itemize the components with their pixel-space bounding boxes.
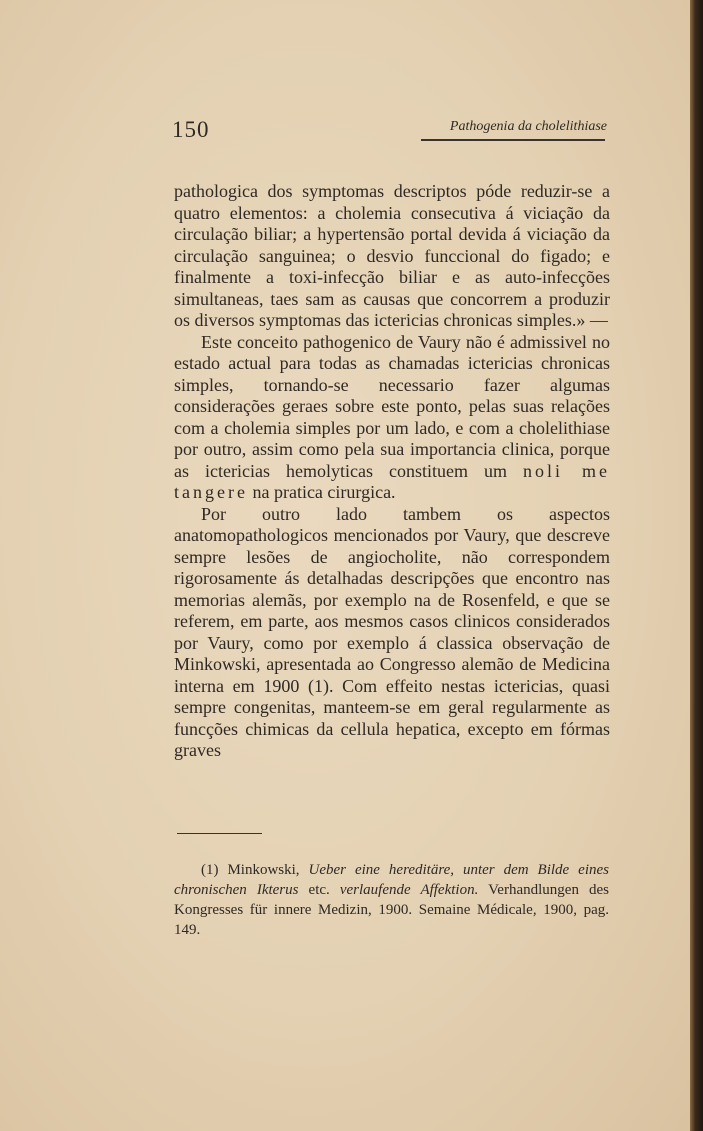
- paragraph-3: Por outro lado tambem os aspectos anatomopathologicos mencionados por Vaury, que descreve sempre lesões de angiocholite, não correspondem rigorosamente ás detalhadas descripções que encontro nas memorias alemãs, por exemplo na de Rosenfeld, e que se referem, em parte, aos mesmos casos clinicos considerados por Vaury, como por exemplo á classica observação de Minkowski, apresentada ao Congresso alemão de Medicina interna em 1900 (1). Com effeito nestas ictericias, quasi sempre congenitas, manteem-se em geral regularmente as funcções chimicas da cellula hepatica, excepto em fórmas graves: [174, 503, 610, 760]
- page-number: 150: [172, 117, 210, 142]
- footnote-title-2: verlaufende Affektion.: [339, 882, 479, 898]
- footnote-citation: Verhandlungen des Kongresses für innere Medizin, 1900. Semaine Médicale, 1900, pag. 149.: [174, 882, 609, 938]
- footnote-title: Ueber eine hereditäre, unter dem Bilde eines chronischen Ikterus: [174, 862, 609, 898]
- footnote: [174, 860, 609, 940]
- footnote-etc: etc.: [298, 882, 340, 898]
- paragraph-2: [174, 332, 610, 504]
- paragraph-1: pathologica dos symptomas descriptos póde reduzir-se a quatro elementos: a cholemia consecutiva á viciação da circulação biliar; a hypertensão portal devida á viciação da circulação sanguinea; o desvio funccional do figado; e finalmente a toxi-infecção biliar e as auto-infecções simultaneas, taes sam as causas que concorrem a produzir os diversos symptomas das ictericias chronicas simples.» —: [174, 181, 610, 330]
- footnote-rule: [177, 833, 262, 834]
- book-spine-edge: [690, 0, 703, 1131]
- paragraph-2-part-b: na pratica cirurgica.: [247, 482, 396, 502]
- footnote-author: (1) Minkowski,: [201, 862, 309, 878]
- latin-phrase: noli me tangere: [174, 460, 610, 502]
- running-title: Pathogenia da cholelithiase: [449, 119, 607, 134]
- main-text: [174, 181, 610, 762]
- paragraph-2-part-a: Este conceito pathogenico de Vaury não é admissivel no estado actual para todas as chamadas ictericias chronicas simples, tornando-se necessario fazer algumas considerações geraes sobre este ponto, pelas suas relações com a cholemia simples por um lado, e com a cholelithiase por outro, assim como pela sua importancia clinica, porque as ictericias hemolyticas constituem um: [174, 331, 610, 481]
- header-rule: [421, 139, 605, 141]
